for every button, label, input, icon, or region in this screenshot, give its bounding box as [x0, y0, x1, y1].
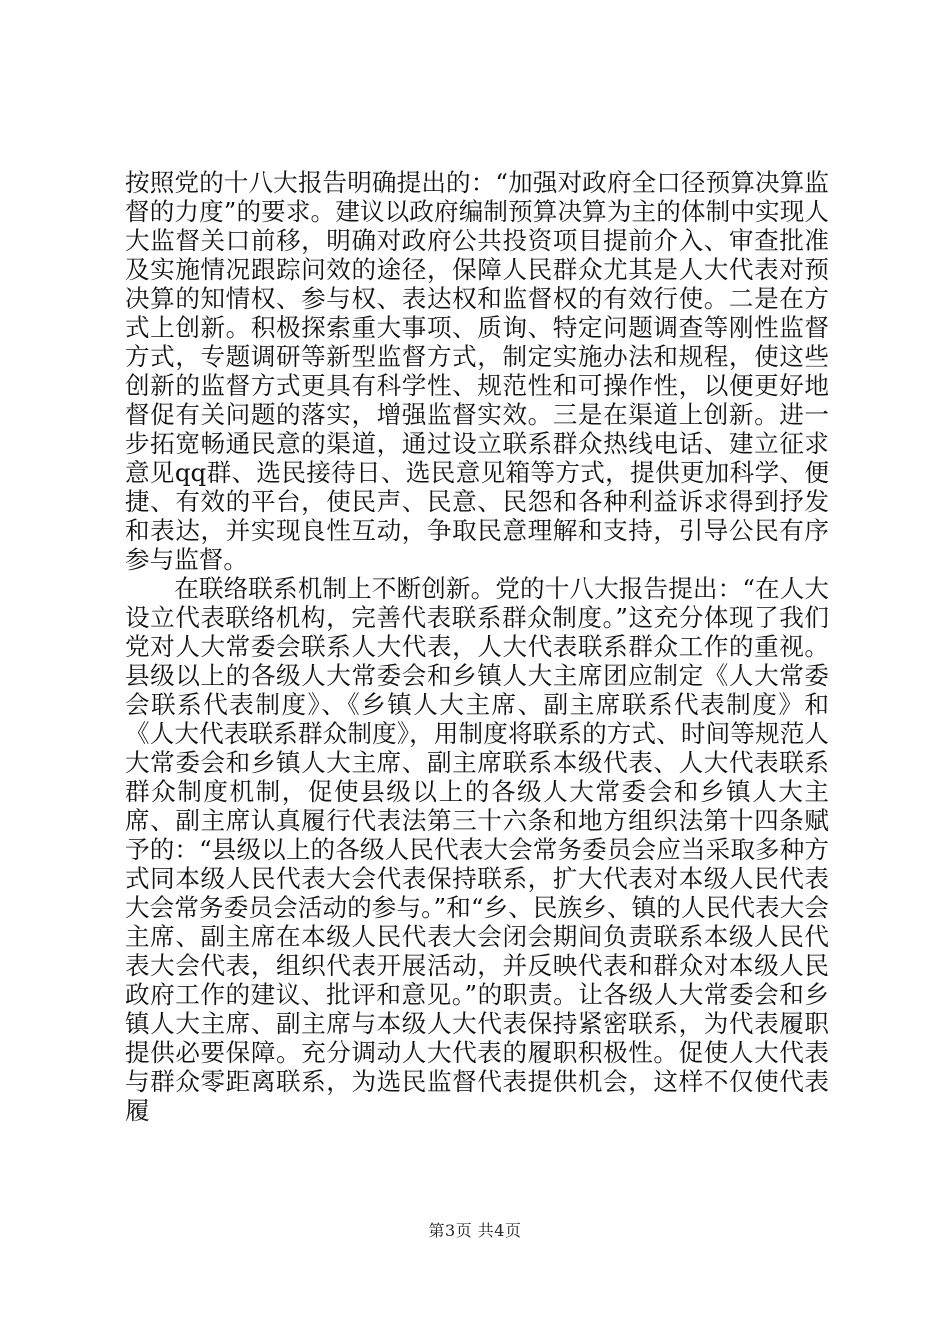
document-body: [125, 168, 829, 1125]
paragraph-1: 按照党的十八大报告明确提出的：“加强对政府全口径预算决算监督的力度”的要求。建议以政府编制预算决算为主的体制中实现人大监督关口前移，明确对政府公共投资项目提前介入、审查批准及实施情况跟踪问效的途径，保障人民群众尤其是人大代表对预决算的知情权、参与权、表达权和监督权的有效行使。二是在方式上创新。积极探索重大事项、质询、特定问题调查等刚性监督方式，专题调研等新型监督方式，制定实施办法和规程，使这些创新的监督方式更具有科学性、规范性和可操作性，以便更好地督促有关问题的落实，增强监督实效。三是在渠道上创新。进一步拓宽畅通民意的渠道，通过设立联系群众热线电话、建立征求意见qq群、选民接待日、选民意见箱等方式，提供更加科学、便捷、有效的平台，使民声、民意、民怨和各种利益诉求得到抒发和表达，并实现良性互动，争取民意理解和支持，引导公民有序参与监督。: [125, 168, 829, 574]
page-number-label: 第3页 共4页: [428, 1221, 522, 1240]
paragraph-2: 在联络联系机制上不断创新。党的十八大报告提出：“在人大设立代表联络机构，完善代表联系群众制度。”这充分体现了我们党对人大常委会联系人大代表，人大代表联系群众工作的重视。县级以上的各级人大常委会和乡镇人大主席团应制定《人大常委会联系代表制度》、《乡镇人大主席、副主席联系代表制度》和《人大代表联系群众制度》，用制度将联系的方式、时间等规范人大常委会和乡镇人大主席、副主席联系本级代表、人大代表联系群众制度机制，促使县级以上的各级人大常委会和乡镇人大主席、副主席认真履行代表法第三十六条和地方组织法第十四条赋予的：“县级以上的各级人民代表大会常务委员会应当采取多种方式同本级人民代表大会代表保持联系，扩大代表对本级人民代表大会常务委员会活动的参与。”和“乡、民族乡、镇的人民代表大会主席、副主席在本级人民代表大会闭会期间负责联系本级人民代表大会代表，组织代表开展活动，并反映代表和群众对本级人民政府工作的建议、批评和意见。”的职责。让各级人大常委会和乡镇人大主席、副主席与本级人大代表保持紧密联系，为代表履职提供必要保障。充分调动人大代表的履职积极性。促使人大代表与群众零距离联系，为选民监督代表提供机会，这样不仅使代表履: [125, 574, 829, 1125]
page-footer: [0, 1218, 950, 1241]
